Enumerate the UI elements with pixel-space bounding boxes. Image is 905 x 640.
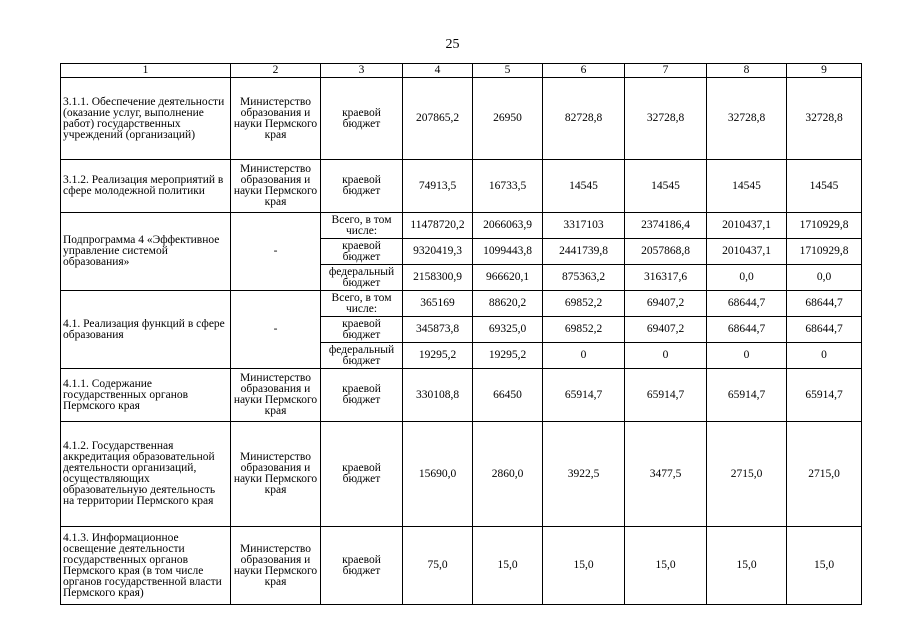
header-cell: 5	[473, 64, 543, 78]
value-cell: 88620,2	[473, 291, 543, 317]
header-cell: 7	[625, 64, 707, 78]
source-cell: краевой бюджет	[321, 527, 403, 605]
header-cell: 8	[707, 64, 787, 78]
value-cell: 14545	[707, 160, 787, 213]
activity-name-cell: 4.1.1. Содержание государственных органов Пермского края	[61, 369, 231, 422]
value-cell: 15,0	[787, 527, 862, 605]
source-cell: краевой бюджет	[321, 78, 403, 160]
value-cell: 2057868,8	[625, 239, 707, 265]
value-cell: 1710929,8	[787, 213, 862, 239]
value-cell: 0	[543, 343, 625, 369]
value-cell: 16733,5	[473, 160, 543, 213]
executor-cell: Министерство образования и науки Пермского края	[231, 369, 321, 422]
value-cell: 2715,0	[787, 422, 862, 527]
value-cell: 68644,7	[787, 291, 862, 317]
header-cell: 6	[543, 64, 625, 78]
table-row	[61, 527, 862, 605]
value-cell: 15,0	[543, 527, 625, 605]
source-cell: федеральный бюджет	[321, 343, 403, 369]
value-cell: 69407,2	[625, 291, 707, 317]
value-cell: 68644,7	[707, 291, 787, 317]
value-cell: 0,0	[707, 265, 787, 291]
value-cell: 68644,7	[787, 317, 862, 343]
value-cell: 1099443,8	[473, 239, 543, 265]
source-cell: Всего, в том числе:	[321, 291, 403, 317]
value-cell: 14545	[625, 160, 707, 213]
activity-name-cell: 4.1.3. Информационное освещение деятельности государственных органов Пермского края (в том числе органов государственной власти Пермского края)	[61, 527, 231, 605]
source-cell: краевой бюджет	[321, 422, 403, 527]
value-cell: 11478720,2	[403, 213, 473, 239]
value-cell: 65914,7	[625, 369, 707, 422]
value-cell: 69852,2	[543, 317, 625, 343]
source-cell: федеральный бюджет	[321, 265, 403, 291]
value-cell: 69325,0	[473, 317, 543, 343]
value-cell: 32728,8	[707, 78, 787, 160]
value-cell: 9320419,3	[403, 239, 473, 265]
value-cell: 19295,2	[403, 343, 473, 369]
value-cell: 82728,8	[543, 78, 625, 160]
source-cell: краевой бюджет	[321, 369, 403, 422]
value-cell: 2374186,4	[625, 213, 707, 239]
value-cell: 2441739,8	[543, 239, 625, 265]
value-cell: 3477,5	[625, 422, 707, 527]
header-cell: 4	[403, 64, 473, 78]
source-cell: краевой бюджет	[321, 239, 403, 265]
value-cell: 966620,1	[473, 265, 543, 291]
value-cell: 3922,5	[543, 422, 625, 527]
value-cell: 14545	[543, 160, 625, 213]
value-cell: 2010437,1	[707, 213, 787, 239]
value-cell: 3317103	[543, 213, 625, 239]
value-cell: 15690,0	[403, 422, 473, 527]
table-row	[61, 78, 862, 160]
value-cell: 65914,7	[707, 369, 787, 422]
value-cell: 2715,0	[707, 422, 787, 527]
subprogram-name-cell: Подпрограмма 4 «Эффективное управление системой образования»	[61, 213, 231, 291]
value-cell: 365169	[403, 291, 473, 317]
value-cell: 69852,2	[543, 291, 625, 317]
value-cell: 2066063,9	[473, 213, 543, 239]
value-cell: 15,0	[707, 527, 787, 605]
value-cell: 75,0	[403, 527, 473, 605]
source-cell: Всего, в том числе:	[321, 213, 403, 239]
table-row	[61, 160, 862, 213]
value-cell: 2860,0	[473, 422, 543, 527]
activity-name-cell: 4.1.2. Государственная аккредитация образовательной деятельности организаций, осуществляющих образовательную деятельность на территории Пермского края	[61, 422, 231, 527]
value-cell: 0	[787, 343, 862, 369]
executor-cell: -	[231, 213, 321, 291]
value-cell: 875363,2	[543, 265, 625, 291]
value-cell: 19295,2	[473, 343, 543, 369]
value-cell: 69407,2	[625, 317, 707, 343]
executor-cell: Министерство образования и науки Пермского края	[231, 78, 321, 160]
source-cell: краевой бюджет	[321, 317, 403, 343]
value-cell: 65914,7	[787, 369, 862, 422]
value-cell: 32728,8	[625, 78, 707, 160]
value-cell: 32728,8	[787, 78, 862, 160]
value-cell: 2158300,9	[403, 265, 473, 291]
table-row	[61, 369, 862, 422]
header-cell: 3	[321, 64, 403, 78]
table-row	[61, 213, 862, 239]
activity-name-cell: 3.1.1. Обеспечение деятельности (оказание услуг, выполнение работ) государственных учреждений (организаций)	[61, 78, 231, 160]
value-cell: 345873,8	[403, 317, 473, 343]
value-cell: 14545	[787, 160, 862, 213]
header-cell: 9	[787, 64, 862, 78]
budget-table	[60, 63, 862, 605]
executor-cell: Министерство образования и науки Пермского края	[231, 160, 321, 213]
value-cell: 207865,2	[403, 78, 473, 160]
value-cell: 66450	[473, 369, 543, 422]
value-cell: 0,0	[787, 265, 862, 291]
value-cell: 65914,7	[543, 369, 625, 422]
page-number: 25	[445, 37, 460, 52]
header-cell: 2	[231, 64, 321, 78]
table-row	[61, 291, 862, 317]
executor-cell: Министерство образования и науки Пермского края	[231, 422, 321, 527]
value-cell: 68644,7	[707, 317, 787, 343]
value-cell: 1710929,8	[787, 239, 862, 265]
activity-name-cell: 3.1.2. Реализация мероприятий в сфере молодежной политики	[61, 160, 231, 213]
value-cell: 0	[707, 343, 787, 369]
value-cell: 15,0	[473, 527, 543, 605]
header-row	[61, 64, 862, 78]
value-cell: 2010437,1	[707, 239, 787, 265]
activity-name-cell: 4.1. Реализация функций в сфере образования	[61, 291, 231, 369]
value-cell: 330108,8	[403, 369, 473, 422]
source-cell: краевой бюджет	[321, 160, 403, 213]
header-cell: 1	[61, 64, 231, 78]
value-cell: 0	[625, 343, 707, 369]
value-cell: 316317,6	[625, 265, 707, 291]
value-cell: 26950	[473, 78, 543, 160]
value-cell: 74913,5	[403, 160, 473, 213]
executor-cell: Министерство образования и науки Пермского края	[231, 527, 321, 605]
table-row	[61, 422, 862, 527]
value-cell: 15,0	[625, 527, 707, 605]
executor-cell: -	[231, 291, 321, 369]
